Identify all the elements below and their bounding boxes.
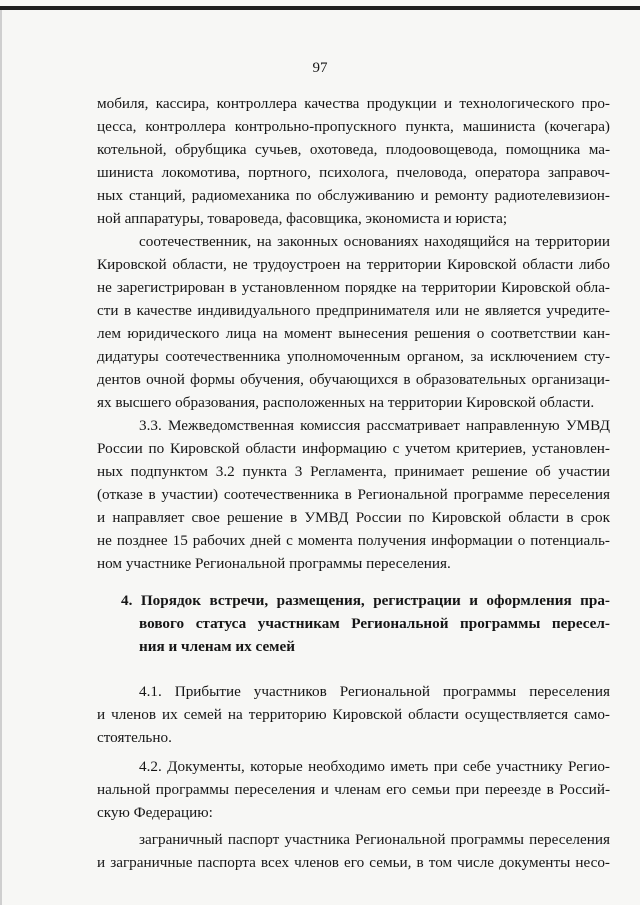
text-line: ях высшего образования, расположенных на территории Кировской области. bbox=[97, 394, 595, 411]
text-line: Кировской области, не трудоустроен на территории Кировской области либо bbox=[97, 256, 610, 273]
text-line: скую Федерацию: bbox=[97, 804, 213, 821]
text-line: и заграничные паспорта всех членов его семьи, в том числе документы несо- bbox=[97, 854, 610, 871]
paragraph-3-3 bbox=[97, 414, 610, 575]
paragraph-passport bbox=[97, 828, 610, 874]
heading-line: 4. Порядок встречи, размещения, регистрации и оформления пра- bbox=[121, 592, 610, 609]
section-heading-4 bbox=[97, 589, 610, 658]
text-line: нальной программы переселения и членам его семьи при переезде в Россий- bbox=[97, 781, 610, 798]
text-line: заграничный паспорт участника Региональной программы переселения bbox=[139, 831, 610, 848]
text-line: 4.1. Прибытие участников Региональной программы переселения bbox=[139, 683, 610, 700]
text-line: сти в качестве индивидуального предпринимателя или не является учредите- bbox=[97, 302, 610, 319]
page-number: 97 bbox=[312, 60, 328, 76]
text-line: стоятельно. bbox=[97, 729, 172, 746]
text-line: не зарегистрирован в установленном порядке на территории Кировской обла- bbox=[97, 279, 610, 296]
text-line: шиниста локомотива, портного, психолога, пчеловода, оператора заправоч- bbox=[97, 164, 610, 181]
text-line: лем юридического лица на момент вынесения решения о соответствии кан- bbox=[97, 325, 610, 342]
paragraph-professions-list bbox=[97, 92, 610, 230]
text-line: ном участнике Региональной программы переселения. bbox=[97, 555, 451, 572]
text-line: соотечественник, на законных основаниях находящийся на территории bbox=[139, 233, 610, 250]
text-line: ных станций, радиомеханика по обслуживанию и ремонту радиотелевизион- bbox=[97, 187, 610, 204]
paragraph-compatriot-condition bbox=[97, 230, 610, 414]
text-line: (отказе в участии) соотечественника в Региональной программе переселения bbox=[97, 486, 610, 503]
heading-line: ния и членам их семей bbox=[139, 638, 296, 655]
top-border-rule bbox=[0, 6, 640, 10]
paragraph-4-2 bbox=[97, 755, 610, 824]
text-line: дентов очной формы обучения, обучающихся в образовательных организаци- bbox=[97, 371, 610, 388]
text-line: 4.2. Документы, которые необходимо иметь при себе участнику Регио- bbox=[139, 758, 610, 775]
text-line: дидатуры соотечественника уполномоченным органом, за исключением сту- bbox=[97, 348, 610, 365]
text-line: ной аппаратуры, товароведа, фасовщика, экономиста и юриста; bbox=[97, 210, 508, 227]
text-line: 3.3. Межведомственная комиссия рассматривает направленную УМВД bbox=[139, 417, 610, 434]
text-line: России по Кировской области информацию с учетом критериев, установлен- bbox=[97, 440, 610, 457]
document-body bbox=[97, 92, 610, 874]
text-line: и членов их семей на территорию Кировской области осуществляется само- bbox=[97, 706, 610, 723]
text-line: не позднее 15 рабочих дней с момента получения информации о потенциаль- bbox=[97, 532, 610, 549]
text-line: и направляет свое решение в УМВД России по Кировской области в срок bbox=[97, 509, 610, 526]
text-line: цесса, контроллера контрольно-пропускного пункта, машиниста (кочегара) bbox=[97, 118, 610, 135]
heading-line: вового статуса участникам Региональной программы пересел- bbox=[139, 615, 610, 632]
paragraph-4-1 bbox=[97, 680, 610, 749]
text-line: мобиля, кассира, контроллера качества продукции и технологического про- bbox=[97, 95, 610, 112]
scan-left-edge bbox=[0, 10, 2, 905]
text-line: котельной, обрубщика сучьев, охотоведа, плодоовощевода, помощника ма- bbox=[97, 141, 610, 158]
text-line: ных подпунктом 3.2 пункта 3 Регламента, принимает решение об участии bbox=[97, 463, 610, 480]
